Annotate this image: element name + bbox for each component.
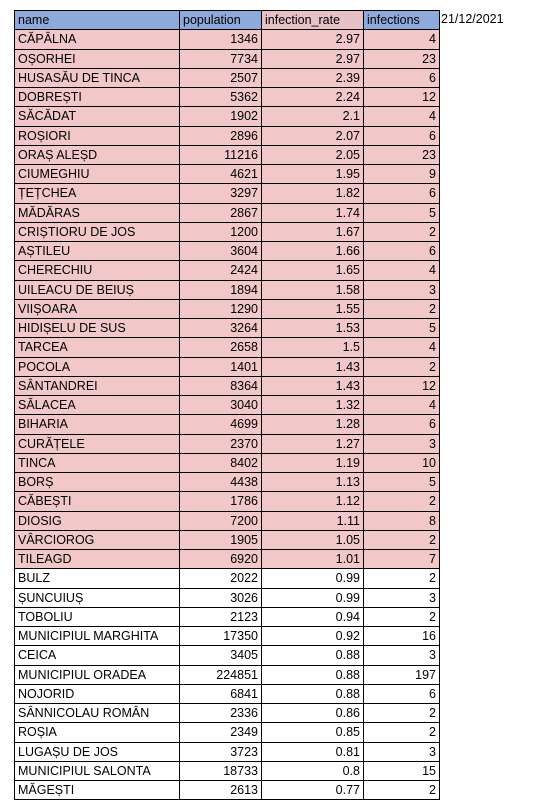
cell-infection-rate[interactable]: 1.67 [262,222,364,241]
cell-infection-rate[interactable]: 0.86 [262,704,364,723]
cell-population[interactable]: 2896 [180,126,262,145]
cell-population[interactable]: 3723 [180,742,262,761]
cell-name[interactable]: TILEAGD [15,550,180,569]
cell-name[interactable]: VÂRCIOROG [15,530,180,549]
table-row [15,88,440,107]
table-row [15,184,440,203]
table-row [15,319,440,338]
cell-infection-rate[interactable]: 1.74 [262,203,364,222]
cell-infection-rate[interactable]: 0.77 [262,781,364,800]
header-row [15,11,440,30]
cell-infection-rate[interactable]: 1.27 [262,434,364,453]
cell-population[interactable]: 8402 [180,453,262,472]
cell-infections[interactable]: 9 [364,165,440,184]
cell-name[interactable]: LUGAȘU DE JOS [15,742,180,761]
column-header-population[interactable]: population [180,11,262,30]
cell-population[interactable]: 4438 [180,473,262,492]
cell-population[interactable]: 17350 [180,627,262,646]
cell-infections[interactable]: 6 [364,184,440,203]
table-row [15,761,440,780]
cell-infections[interactable]: 6 [364,242,440,261]
cell-infections[interactable]: 23 [364,49,440,68]
cell-name[interactable]: TINCA [15,453,180,472]
cell-population[interactable]: 2613 [180,781,262,800]
cell-population[interactable]: 1290 [180,299,262,318]
table-row [15,742,440,761]
cell-population[interactable]: 2658 [180,338,262,357]
cell-infections[interactable]: 2 [364,569,440,588]
table-row [15,473,440,492]
table-row [15,550,440,569]
column-header-infections[interactable]: infections [364,11,440,30]
cell-population[interactable]: 3405 [180,646,262,665]
cell-infections[interactable]: 3 [364,646,440,665]
cell-infections[interactable]: 2 [364,299,440,318]
cell-name[interactable]: SĂCĂDAT [15,107,180,126]
cell-infection-rate[interactable]: 1.12 [262,492,364,511]
cell-name[interactable]: DIOSIG [15,511,180,530]
cell-population[interactable]: 4621 [180,165,262,184]
cell-infection-rate[interactable]: 0.94 [262,607,364,626]
cell-infection-rate[interactable]: 0.99 [262,569,364,588]
cell-infections[interactable]: 5 [364,473,440,492]
cell-infection-rate[interactable]: 1.55 [262,299,364,318]
cell-name[interactable]: ȘUNCUIUȘ [15,588,180,607]
table-row [15,145,440,164]
cell-infections[interactable]: 23 [364,145,440,164]
cell-name[interactable]: CĂPÂLNA [15,30,180,49]
cell-infections[interactable]: 6 [364,684,440,703]
cell-infections[interactable]: 5 [364,203,440,222]
cell-name[interactable]: VIIȘOARA [15,299,180,318]
cell-infections[interactable]: 3 [364,588,440,607]
cell-infection-rate[interactable]: 1.53 [262,319,364,338]
cell-infections[interactable]: 2 [364,704,440,723]
cell-population[interactable]: 2123 [180,607,262,626]
cell-infection-rate[interactable]: 0.8 [262,761,364,780]
table-row [15,607,440,626]
cell-infections[interactable]: 8 [364,511,440,530]
table-row [15,665,440,684]
cell-name[interactable]: CEICA [15,646,180,665]
cell-infection-rate[interactable]: 0.88 [262,646,364,665]
table-row [15,49,440,68]
cell-infection-rate[interactable]: 0.85 [262,723,364,742]
cell-infections[interactable]: 6 [364,68,440,87]
cell-infections[interactable]: 4 [364,30,440,49]
cell-infection-rate[interactable]: 1.58 [262,280,364,299]
cell-infection-rate[interactable]: 1.05 [262,530,364,549]
cell-population[interactable]: 2349 [180,723,262,742]
cell-population[interactable]: 1786 [180,492,262,511]
cell-name[interactable]: CURĂȚELE [15,434,180,453]
table-row [15,376,440,395]
cell-name[interactable]: AȘTILEU [15,242,180,261]
cell-infection-rate[interactable]: 2.97 [262,49,364,68]
cell-infection-rate[interactable]: 1.66 [262,242,364,261]
cell-infections[interactable]: 12 [364,376,440,395]
cell-population[interactable]: 2022 [180,569,262,588]
cell-name[interactable]: BORȘ [15,473,180,492]
cell-infections[interactable]: 16 [364,627,440,646]
cell-name[interactable]: HIDIȘELU DE SUS [15,319,180,338]
cell-name[interactable]: ORAȘ ALEȘD [15,145,180,164]
cell-infection-rate[interactable]: 2.07 [262,126,364,145]
table-row [15,434,440,453]
cell-population[interactable]: 7734 [180,49,262,68]
report-date: 21/12/2021 [441,12,504,26]
cell-population[interactable]: 4699 [180,415,262,434]
cell-name[interactable]: HUSASĂU DE TINCA [15,68,180,87]
table-row [15,30,440,49]
cell-name[interactable]: ȚEȚCHEA [15,184,180,203]
cell-infections[interactable]: 7 [364,550,440,569]
cell-population[interactable]: 3026 [180,588,262,607]
cell-infections[interactable]: 10 [364,453,440,472]
table-row [15,261,440,280]
cell-name[interactable]: TOBOLIU [15,607,180,626]
cell-infection-rate[interactable]: 1.19 [262,453,364,472]
cell-infection-rate[interactable]: 0.88 [262,684,364,703]
table-row [15,569,440,588]
cell-infection-rate[interactable]: 1.95 [262,165,364,184]
cell-population[interactable]: 1894 [180,280,262,299]
cell-population[interactable]: 18733 [180,761,262,780]
table-row [15,492,440,511]
cell-infection-rate[interactable]: 1.28 [262,415,364,434]
table-row [15,704,440,723]
cell-infections[interactable]: 2 [364,357,440,376]
cell-population[interactable]: 1200 [180,222,262,241]
column-header-name[interactable]: name [15,11,180,30]
cell-name[interactable]: POCOLA [15,357,180,376]
table-row [15,357,440,376]
column-header-infection-rate[interactable]: infection_rate [262,11,364,30]
cell-name[interactable]: SÂNTANDREI [15,376,180,395]
cell-population[interactable]: 3297 [180,184,262,203]
table-row [15,511,440,530]
table-row [15,338,440,357]
cell-population[interactable]: 1401 [180,357,262,376]
cell-infection-rate[interactable]: 2.24 [262,88,364,107]
cell-infections[interactable]: 4 [364,396,440,415]
table-row [15,627,440,646]
cell-infection-rate[interactable]: 0.81 [262,742,364,761]
cell-name[interactable]: NOJORID [15,684,180,703]
cell-population[interactable]: 224851 [180,665,262,684]
cell-infections[interactable]: 4 [364,261,440,280]
cell-name[interactable]: TARCEA [15,338,180,357]
table-row [15,242,440,261]
table-body [15,11,440,800]
cell-name[interactable]: UILEACU DE BEIUȘ [15,280,180,299]
cell-infections[interactable]: 2 [364,492,440,511]
table-row [15,299,440,318]
cell-population[interactable]: 2424 [180,261,262,280]
cell-population[interactable]: 8364 [180,376,262,395]
cell-infections[interactable]: 2 [364,607,440,626]
cell-name[interactable]: MUNICIPIUL MARGHITA [15,627,180,646]
cell-name[interactable]: SÂNNICOLAU ROMÂN [15,704,180,723]
cell-infection-rate[interactable]: 2.97 [262,30,364,49]
cell-name[interactable]: BIHARIA [15,415,180,434]
cell-name[interactable]: OȘORHEI [15,49,180,68]
cell-infection-rate[interactable]: 0.99 [262,588,364,607]
cell-infection-rate[interactable]: 1.5 [262,338,364,357]
cell-name[interactable]: MĂDĂRAS [15,203,180,222]
cell-population[interactable]: 11216 [180,145,262,164]
table-row [15,453,440,472]
cell-infections[interactable]: 2 [364,723,440,742]
cell-infections[interactable]: 2 [364,222,440,241]
table-row [15,684,440,703]
cell-name[interactable]: ROȘIA [15,723,180,742]
cell-population[interactable]: 2336 [180,704,262,723]
cell-infections[interactable]: 6 [364,415,440,434]
cell-name[interactable]: BULZ [15,569,180,588]
cell-name[interactable]: MUNICIPIUL ORADEA [15,665,180,684]
cell-name[interactable]: CIUMEGHIU [15,165,180,184]
cell-infections[interactable]: 2 [364,530,440,549]
table-row [15,588,440,607]
cell-name[interactable]: MUNICIPIUL SALONTA [15,761,180,780]
cell-population[interactable]: 2867 [180,203,262,222]
infection-table [14,10,440,800]
table-row [15,222,440,241]
cell-name[interactable]: DOBREȘTI [15,88,180,107]
table-row [15,203,440,222]
table-row [15,280,440,299]
cell-infection-rate[interactable]: 2.1 [262,107,364,126]
table-row [15,646,440,665]
cell-population[interactable]: 1346 [180,30,262,49]
cell-infection-rate[interactable]: 0.92 [262,627,364,646]
table-row [15,723,440,742]
table-row [15,396,440,415]
table-row [15,68,440,87]
cell-population[interactable]: 7200 [180,511,262,530]
cell-population[interactable]: 1902 [180,107,262,126]
cell-infection-rate[interactable]: 1.13 [262,473,364,492]
cell-population[interactable]: 3264 [180,319,262,338]
cell-population[interactable]: 1905 [180,530,262,549]
table-row [15,781,440,800]
cell-infections[interactable]: 2 [364,781,440,800]
table-row [15,107,440,126]
cell-population[interactable]: 5362 [180,88,262,107]
table-row [15,165,440,184]
cell-infections[interactable]: 12 [364,88,440,107]
cell-infections[interactable]: 3 [364,742,440,761]
cell-population[interactable]: 6920 [180,550,262,569]
table-row [15,530,440,549]
cell-infection-rate[interactable]: 0.88 [262,665,364,684]
cell-name[interactable]: ROȘIORI [15,126,180,145]
cell-name[interactable]: CĂBEȘTI [15,492,180,511]
cell-infection-rate[interactable]: 1.11 [262,511,364,530]
cell-name[interactable]: SĂLACEA [15,396,180,415]
table-row [15,126,440,145]
cell-infection-rate[interactable]: 2.05 [262,145,364,164]
cell-infection-rate[interactable]: 1.32 [262,396,364,415]
cell-name[interactable]: MĂGEȘTI [15,781,180,800]
cell-infection-rate[interactable]: 1.82 [262,184,364,203]
cell-infection-rate[interactable]: 1.43 [262,357,364,376]
cell-infections[interactable]: 4 [364,107,440,126]
cell-name[interactable]: CHERECHIU [15,261,180,280]
cell-infections[interactable]: 197 [364,665,440,684]
cell-infection-rate[interactable]: 1.65 [262,261,364,280]
cell-infection-rate[interactable]: 1.01 [262,550,364,569]
cell-infections[interactable]: 15 [364,761,440,780]
cell-population[interactable]: 6841 [180,684,262,703]
cell-infections[interactable]: 3 [364,434,440,453]
cell-population[interactable]: 2507 [180,68,262,87]
cell-infections[interactable]: 6 [364,126,440,145]
cell-infections[interactable]: 5 [364,319,440,338]
cell-infections[interactable]: 3 [364,280,440,299]
cell-infection-rate[interactable]: 2.39 [262,68,364,87]
cell-name[interactable]: CRIȘTIORU DE JOS [15,222,180,241]
cell-infections[interactable]: 4 [364,338,440,357]
cell-population[interactable]: 2370 [180,434,262,453]
cell-population[interactable]: 3604 [180,242,262,261]
table-row [15,415,440,434]
cell-population[interactable]: 3040 [180,396,262,415]
cell-infection-rate[interactable]: 1.43 [262,376,364,395]
